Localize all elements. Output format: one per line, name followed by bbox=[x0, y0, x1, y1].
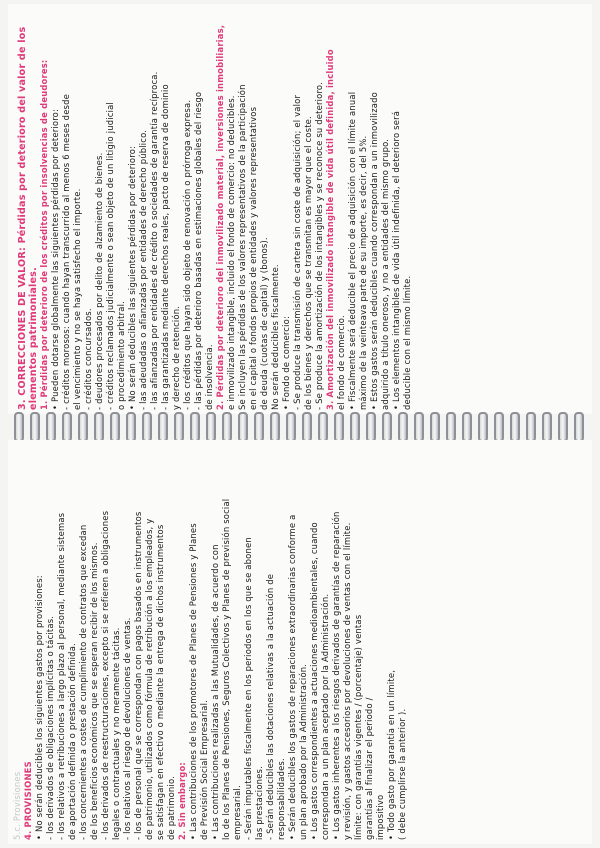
handwritten-line: 3. CORRECCIONES DE VALOR: Pérdidas por deterioro del valor de los bbox=[17, 26, 28, 410]
handwritten-line: elementos patrimoniales. bbox=[28, 267, 39, 410]
handwritten-line: empresarial. bbox=[232, 785, 242, 840]
handwritten-line: • Todo gasto por garantía en un límite, bbox=[386, 669, 396, 840]
handwritten-line: 2. Pérdidas por deterioro del inmovilizado material, inversiones inmobiliarias, bbox=[215, 24, 225, 410]
spiral-ring bbox=[62, 412, 72, 442]
handwritten-line: - los créditos que hayan sido objeto de renovación o prórroga expresa. bbox=[182, 99, 192, 410]
spiral-ring bbox=[174, 412, 184, 442]
handwritten-line: o procedimiento arbitral. bbox=[116, 301, 126, 410]
spiral-ring bbox=[494, 412, 504, 442]
spiral-binding bbox=[0, 412, 600, 442]
handwritten-line: las prestaciones. bbox=[254, 766, 264, 840]
spiral-ring bbox=[94, 412, 104, 442]
handwritten-line: de los beneficios económicos que se esperan recibir de los mismos. bbox=[89, 542, 99, 840]
spiral-ring bbox=[254, 412, 264, 442]
handwritten-line: • Las contribuciones de los promotores de Planes de Pensiones y Planes bbox=[188, 523, 198, 840]
spiral-ring bbox=[30, 412, 40, 442]
spiral-ring bbox=[14, 412, 24, 442]
handwritten-line: ( debe cumplirse la anterior ). bbox=[397, 708, 407, 840]
handwritten-line: de aportación definida o prestación definida. bbox=[67, 643, 77, 840]
handwritten-line: - las garantizadas mediante derechos reales, pacto de reserva de dominio bbox=[160, 84, 170, 410]
handwritten-line: lo de los Planes de Pensiones, Seguros Colectivos y Planes de previsión social bbox=[221, 498, 231, 840]
handwritten-line: • Fiscalmente será deducible el precio de adquisición con el límite anual bbox=[347, 91, 357, 410]
handwritten-line: correspondan a un plan aceptado por la Administración. bbox=[320, 593, 330, 840]
handwritten-line: - Se produce la amortización de los intangibles y se reconoce su deterioro. bbox=[314, 82, 324, 410]
handwritten-line: - Serán imputables fiscalmente en los periodos en los que se abonen bbox=[243, 537, 253, 840]
handwritten-line: - Se produce la transmisión de cartera sin coste de adquisición; el valor bbox=[292, 94, 302, 410]
handwritten-line: un plan aprobado por la Administración. bbox=[298, 663, 308, 840]
spiral-ring bbox=[398, 412, 408, 442]
handwritten-line: - los derivados de obligaciones implícitas o tácitas. bbox=[45, 615, 55, 840]
spiral-ring bbox=[126, 412, 136, 442]
handwritten-line: se satisfagan en efectivo o mediante la entrega de dichos instrumentos bbox=[155, 524, 165, 840]
bottom-notebook-page bbox=[8, 440, 592, 844]
spiral-ring bbox=[558, 412, 568, 442]
spiral-ring bbox=[350, 412, 360, 442]
bottom-page-text bbox=[12, 440, 442, 844]
spiral-ring bbox=[446, 412, 456, 442]
handwritten-line: e inmovilizado intangible, incluido el fondo de comercio: no deducibles. bbox=[226, 95, 236, 410]
spiral-ring bbox=[222, 412, 232, 442]
handwritten-line: impositivo bbox=[375, 794, 385, 840]
faint-page-header: 5.c. Provisiones bbox=[12, 771, 22, 840]
handwritten-line: - créditos concursados. bbox=[83, 308, 93, 410]
handwritten-line: - los derivados de reestructuraciones, excepto si se refieren a obligaciones bbox=[100, 510, 110, 840]
handwritten-line: deducible con el mismo límite. bbox=[402, 275, 412, 410]
handwritten-line: • Pueden dotarse globalmente las siguientes pérdidas por deterioro: bbox=[50, 108, 60, 410]
handwritten-line: garantías al finalizar el periodo / bbox=[364, 697, 374, 840]
handwritten-line: - créditos morosos: cuando hayan transcurrido al menos 6 meses desde bbox=[61, 94, 71, 410]
handwritten-line: 1. Pérdidas por deterioro de los créditos por insolvencias de deudores: bbox=[39, 59, 49, 410]
handwritten-line: • Estos gastos serán deducibles cuando correspondan a un inmovilizado bbox=[369, 92, 379, 410]
handwritten-line: - créditos reclamados judicialmente o sean objeto de un litigio judicial bbox=[105, 102, 115, 410]
top-page-text bbox=[17, 4, 582, 414]
spiral-ring bbox=[334, 412, 344, 442]
handwritten-line: de Previsión Social Empresarial. bbox=[199, 700, 209, 840]
spiral-ring bbox=[526, 412, 536, 442]
handwritten-line: de los bienes y derechos que se transmitan es mayor que el coste. bbox=[303, 116, 313, 410]
handwritten-line: en el capital o fondos propios de entidades y valores representativos bbox=[248, 106, 258, 410]
spiral-ring bbox=[382, 412, 392, 442]
spiral-ring bbox=[270, 412, 280, 442]
spiral-ring bbox=[110, 412, 120, 442]
handwritten-line: de insolvencia. bbox=[204, 344, 214, 410]
handwritten-line: - deudores procesados por delito de alzamiento de bienes. bbox=[94, 152, 104, 410]
handwritten-line: • Las contribuciones realizadas a las Mutualidades, de acuerdo con bbox=[210, 544, 220, 840]
handwritten-line: - Serán deducibles las dotaciones relativas a la actuación de bbox=[265, 573, 275, 840]
handwritten-line: • No serán deducibles las siguientes pérdidas por deterioro: bbox=[127, 145, 137, 410]
spiral-ring bbox=[366, 412, 376, 442]
spiral-ring bbox=[478, 412, 488, 442]
spiral-ring bbox=[206, 412, 216, 442]
handwritten-line: • Fondo de comercio: bbox=[281, 316, 291, 410]
top-notebook-page bbox=[8, 4, 592, 414]
handwritten-line: de deuda (cuotas de capital) y (bonos). bbox=[259, 237, 269, 410]
handwritten-line: - los concernientes a costes de cumplimiento de contratos que excedan bbox=[78, 524, 88, 840]
handwritten-line: Se incluyen las pérdidas de los valores representativos de la participación bbox=[237, 84, 247, 410]
spiral-ring bbox=[510, 412, 520, 442]
handwritten-line: • No serán deducibles los siguientes gastos por provisiones: bbox=[34, 575, 44, 840]
spiral-ring bbox=[574, 412, 584, 442]
handwritten-line: máximo de la veinteava parte de su importe, es decir, del 5%. bbox=[358, 135, 368, 410]
spiral-ring bbox=[238, 412, 248, 442]
handwritten-line: - las pérdidas por deterioro basadas en estimaciones globales del riesgo bbox=[193, 91, 203, 410]
handwritten-line: adquirido a título oneroso, y no a entidades del mismo grupo. bbox=[380, 138, 390, 410]
handwritten-line: de patrimonio. bbox=[166, 776, 176, 840]
handwritten-line: límite: con garantías vigentes / (porcentaje) ventas bbox=[353, 614, 363, 840]
handwritten-line: el vencimiento y no se haya satisfecho el importe. bbox=[72, 188, 82, 410]
spiral-ring bbox=[542, 412, 552, 442]
handwritten-line: y derecho de retención. bbox=[171, 305, 181, 410]
handwritten-line: • Serán deducibles los gastos de reparaciones extraordinarias conforme a bbox=[287, 514, 297, 840]
spiral-ring bbox=[414, 412, 424, 442]
handwritten-line: y revisión, y gastos accesorios por devoluciones de ventas con el límite. bbox=[342, 522, 352, 840]
handwritten-line: - las afianzadas por entidades de crédito o sociedades de garantía recíproca. bbox=[149, 71, 159, 410]
handwritten-line: responsabilidades. bbox=[276, 758, 286, 840]
spiral-ring bbox=[46, 412, 56, 442]
handwritten-line: • Los gastos correspondientes a actuaciones medioambientales, cuando bbox=[309, 522, 319, 840]
handwritten-line: • Los elementos intangibles de vida útil indefinida, el deterioro será bbox=[391, 110, 401, 410]
handwritten-line: - los relativos al riesgo de devoluciones de ventas. bbox=[122, 617, 132, 840]
spiral-ring bbox=[462, 412, 472, 442]
handwritten-line: - los de personal que se correspondan con pagos basados en instrumentos bbox=[133, 511, 143, 840]
handwritten-line: No serán deducibles fiscalmente. bbox=[270, 264, 280, 410]
spiral-ring bbox=[286, 412, 296, 442]
spiral-ring bbox=[190, 412, 200, 442]
handwritten-line: - las adeudadas o afianzadas por entidades de derecho público. bbox=[138, 129, 148, 410]
handwritten-line: • Los gastos inherentes a los riesgos derivados de garantías de reparación bbox=[331, 511, 341, 840]
spiral-ring bbox=[78, 412, 88, 442]
spiral-ring bbox=[158, 412, 168, 442]
handwritten-line: 2. Sin embargo: bbox=[177, 762, 187, 840]
handwritten-line: 4. PROVISIONES bbox=[23, 761, 33, 840]
spiral-ring bbox=[142, 412, 152, 442]
spiral-ring bbox=[302, 412, 312, 442]
spiral-ring bbox=[430, 412, 440, 442]
handwritten-line: el fondo de comercio. bbox=[336, 315, 346, 410]
spiral-ring bbox=[318, 412, 328, 442]
handwritten-line: 3. Amortización del inmovilizado intangible de vida útil definida, incluido bbox=[325, 49, 335, 410]
handwritten-line: - los relativos a retribuciones a largo plazo al personal, mediante sistemas bbox=[56, 512, 66, 840]
handwritten-line: legales o contractuales y no meramente tácitas. bbox=[111, 627, 121, 840]
handwritten-line: de patrimonio, utilizados como fórmula de retribución a los empleados, y bbox=[144, 518, 154, 840]
